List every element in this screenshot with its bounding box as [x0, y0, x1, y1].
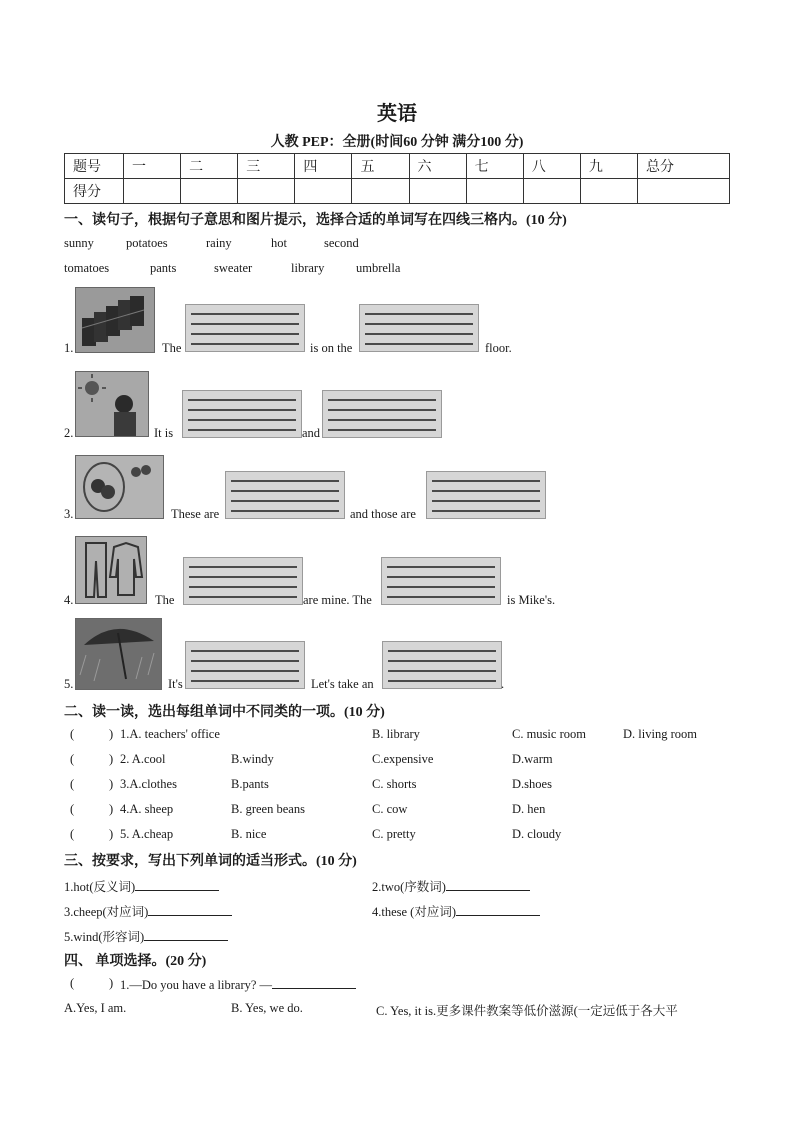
answer-paren-open[interactable]: ( — [70, 976, 75, 990]
four-line-grid[interactable] — [225, 471, 345, 519]
word-bank-item: sweater — [214, 261, 253, 275]
option-d: D. living room — [623, 727, 697, 741]
option-a: 5. A.cheap — [120, 827, 174, 841]
table-cell: 三 — [238, 154, 295, 179]
word-bank-item: tomatoes — [64, 261, 110, 275]
table-cell: 得分 — [65, 179, 124, 204]
option-b: B. library — [372, 727, 420, 741]
word-form-prompt: 2.two(序数词) — [372, 880, 446, 894]
sentence-text: and those are — [350, 507, 416, 521]
word-form-item — [64, 902, 232, 920]
sentence-text: floor. — [485, 341, 512, 355]
part4-heading: 四、 单项选择。(20 分) — [64, 954, 207, 969]
table-cell: 一 — [124, 154, 181, 179]
score-cell[interactable] — [580, 179, 637, 204]
option-d: D. hen — [512, 802, 546, 816]
answer-paren-close: ) — [109, 727, 114, 741]
answer-paren-open[interactable]: ( — [70, 777, 75, 791]
potatoes-tomatoes-picture — [75, 455, 164, 519]
word-form-item — [372, 877, 530, 895]
hot-sunny-picture — [75, 371, 149, 437]
answer-blank[interactable] — [272, 976, 356, 989]
library-picture — [75, 287, 155, 353]
item-number: 5. — [64, 677, 74, 691]
score-table — [64, 153, 730, 204]
sentence-text: The — [155, 593, 175, 607]
page-subtitle: 人教 PEP：全册(时间60 分钟 满分100 分) — [270, 135, 524, 150]
option-c: C. shorts — [372, 777, 417, 791]
answer-paren-open[interactable]: ( — [70, 752, 75, 766]
word-form-prompt: 1.hot(反义词) — [64, 880, 136, 894]
option-a: 1.A. teachers' office — [120, 727, 220, 741]
part3-heading: 三、按要求，写出下列单词的适当形式。(10 分) — [64, 854, 357, 869]
four-line-grid[interactable] — [426, 471, 546, 519]
question-prompt: 1.—Do you have a library? — — [120, 978, 273, 992]
sentence-text: is on the — [310, 341, 353, 355]
answer-blank[interactable] — [446, 878, 530, 891]
answer-blank[interactable] — [144, 928, 228, 941]
word-bank-item: sunny — [64, 236, 94, 250]
umbrella-icon — [76, 619, 161, 689]
answer-paren-close: ) — [109, 802, 114, 816]
item-number: 2. — [64, 426, 74, 440]
clothes-icon — [76, 537, 146, 603]
word-bank-item: potatoes — [126, 236, 168, 250]
sentence-text: Let's take an — [311, 677, 374, 691]
four-line-grid[interactable] — [382, 641, 502, 689]
four-line-grid[interactable] — [359, 304, 479, 352]
table-cell: 四 — [295, 154, 352, 179]
table-cell: 六 — [409, 154, 466, 179]
score-cell[interactable] — [352, 179, 409, 204]
option-c: C. music room — [512, 727, 586, 741]
option-c: C.expensive — [372, 752, 434, 766]
part1-heading: 一、读句子，根据句子意思和图片提示，选择合适的单词写在四线三格内。(10 分) — [64, 213, 567, 228]
score-cell[interactable] — [181, 179, 238, 204]
option-a: A.Yes, I am. — [64, 1001, 127, 1015]
option-b: B. Yes, we do. — [231, 1001, 303, 1015]
answer-paren-close: ) — [109, 976, 114, 990]
item-number: 3. — [64, 507, 74, 521]
option-b: B.pants — [231, 777, 269, 791]
answer-paren-close: ) — [109, 827, 114, 841]
table-cell: 总分 — [637, 154, 729, 179]
word-form-prompt: 3.cheep(对应词) — [64, 905, 149, 919]
answer-blank[interactable] — [148, 903, 232, 916]
sentence-text: is Mike's. — [507, 593, 556, 607]
four-line-grid[interactable] — [183, 557, 303, 605]
option-a: 3.A.clothes — [120, 777, 177, 791]
score-table-score-row — [65, 179, 730, 204]
option-b: B. nice — [231, 827, 267, 841]
option-b: B.windy — [231, 752, 274, 766]
four-line-grid[interactable] — [381, 557, 501, 605]
four-line-grid[interactable] — [185, 304, 305, 352]
answer-paren-close: ) — [109, 752, 114, 766]
four-line-grid[interactable] — [185, 641, 305, 689]
vegetables-icon — [76, 456, 163, 518]
table-cell: 九 — [580, 154, 637, 179]
score-cell[interactable] — [466, 179, 523, 204]
question-text — [120, 976, 356, 993]
word-bank-item: library — [291, 261, 325, 275]
score-cell[interactable] — [238, 179, 295, 204]
table-cell: 二 — [181, 154, 238, 179]
bookshelves-icon — [76, 288, 154, 352]
part2-heading: 二、读一读，选出每组单词中不同类的一项。(10 分) — [64, 705, 385, 720]
page-title: 英语 — [377, 103, 417, 125]
word-bank-item: umbrella — [356, 261, 401, 275]
option-d: D.shoes — [512, 777, 552, 791]
score-cell[interactable] — [295, 179, 352, 204]
pants-sweater-picture — [75, 536, 147, 604]
score-cell[interactable] — [637, 179, 729, 204]
answer-paren-open[interactable]: ( — [70, 802, 75, 816]
score-table-header-row — [65, 154, 730, 179]
answer-paren-open[interactable]: ( — [70, 727, 75, 741]
answer-blank[interactable] — [456, 903, 540, 916]
word-bank-item: rainy — [206, 236, 232, 250]
score-cell[interactable] — [409, 179, 466, 204]
answer-paren-open[interactable]: ( — [70, 827, 75, 841]
sun-person-icon — [76, 372, 148, 436]
sentence-text: These are — [171, 507, 220, 521]
table-cell: 七 — [466, 154, 523, 179]
word-bank-item: hot — [271, 236, 287, 250]
option-c: C. pretty — [372, 827, 416, 841]
item-number: 4. — [64, 593, 74, 607]
option-a: 2. A.cool — [120, 752, 166, 766]
word-form-item — [372, 902, 540, 920]
word-bank-item: pants — [150, 261, 177, 275]
score-cell[interactable] — [124, 179, 181, 204]
sentence-text: It's — [168, 677, 183, 691]
sentence-text: The — [162, 341, 182, 355]
table-cell: 五 — [352, 154, 409, 179]
option-b: B. green beans — [231, 802, 305, 816]
sentence-text: It is — [154, 426, 174, 440]
table-cell: 题号 — [65, 154, 124, 179]
sentence-text: and — [302, 426, 321, 440]
sentence-text: are mine. The — [303, 593, 372, 607]
option-d: D.warm — [512, 752, 553, 766]
option-c: C. cow — [372, 802, 408, 816]
four-line-grid[interactable] — [182, 390, 302, 438]
score-cell[interactable] — [523, 179, 580, 204]
word-bank-item: second — [324, 236, 359, 250]
word-form-item — [64, 927, 228, 945]
word-form-prompt: 4.these (对应词) — [372, 905, 457, 919]
option-c: C. Yes, it is.更多课件教案等低价滋源(一定远低于各大平 — [376, 1004, 678, 1018]
sentence-text: . — [501, 677, 505, 691]
word-form-item — [64, 877, 219, 895]
answer-paren-close: ) — [109, 777, 114, 791]
answer-blank[interactable] — [135, 878, 219, 891]
option-d: D. cloudy — [512, 827, 562, 841]
table-cell: 八 — [523, 154, 580, 179]
four-line-grid[interactable] — [322, 390, 442, 438]
word-form-prompt: 5.wind(形容词) — [64, 930, 145, 944]
option-a: 4.A. sheep — [120, 802, 174, 816]
item-number: 1. — [64, 341, 74, 355]
rainy-umbrella-picture — [75, 618, 162, 690]
